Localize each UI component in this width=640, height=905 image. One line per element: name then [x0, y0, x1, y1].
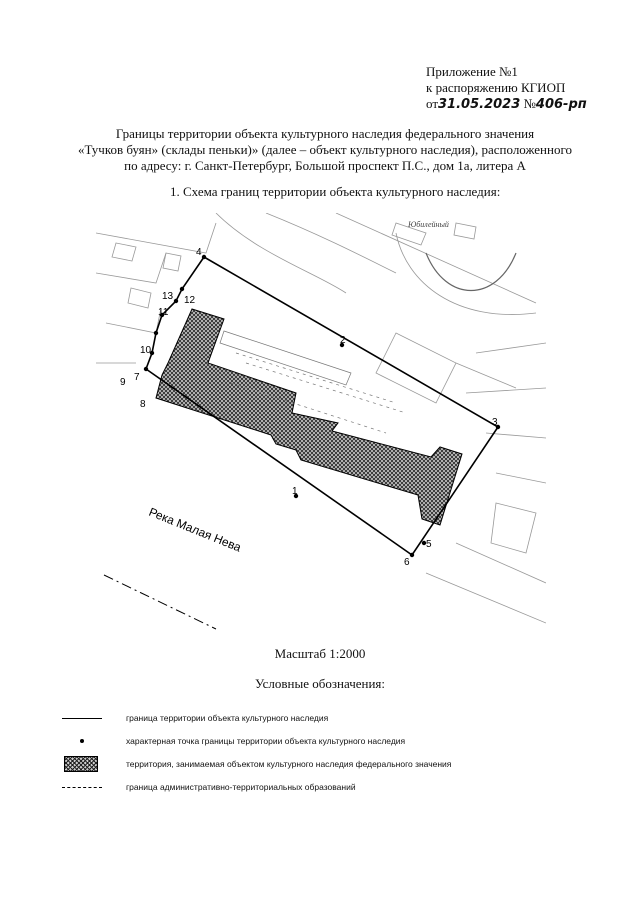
appendix-line-3	[426, 96, 587, 113]
heritage-building	[156, 309, 462, 525]
point-symbol	[60, 733, 104, 751]
legend-text-3: территория, занимаемая объектом культурного наследия федерального значения	[126, 759, 452, 769]
hatch-symbol	[60, 756, 104, 774]
legend-text-4: граница административно-территориальных образований	[126, 782, 356, 792]
point-label-2: 2	[340, 335, 346, 346]
appendix-line-2: к распоряжению КГИОП	[426, 80, 566, 95]
legend-item-admin	[60, 779, 580, 797]
legend-text-1: граница территории объекта культурного наследия	[126, 713, 329, 723]
point-label-1: 1	[292, 486, 298, 497]
dash-symbol	[60, 779, 104, 797]
legend-text-2: характерная точка границы территории объекта культурного наследия	[126, 736, 406, 746]
river-label: Река Малая Нева	[146, 504, 244, 555]
scale-label: Масштаб 1:2000	[274, 646, 366, 661]
point-label-11: 11	[158, 307, 169, 318]
boundary-line-symbol	[60, 710, 104, 728]
legend-item-boundary	[60, 710, 580, 728]
number-prefix: №	[523, 96, 536, 111]
point-label-13: 13	[162, 291, 174, 302]
legend-item-point	[60, 733, 580, 751]
point-label-10: 10	[140, 345, 152, 356]
point-label-9: 9	[120, 377, 126, 388]
area-label: Юбилейный	[408, 220, 449, 229]
boundary-map	[96, 213, 546, 633]
handwritten-date: 31.05.2023	[438, 97, 521, 112]
point-label-12: 12	[184, 295, 196, 306]
legend-title: Условные обозначения:	[254, 676, 386, 691]
document-title	[60, 126, 590, 174]
map-context	[96, 213, 546, 623]
point-label-5: 5	[426, 539, 432, 550]
title-line-3: по адресу: г. Санкт-Петербург, Большой проспект П.С., дом 1а, литера А	[124, 158, 526, 173]
point-label-7: 7	[134, 372, 140, 383]
title-line-1: Границы территории объекта культурного наследия федерального значения	[115, 126, 535, 141]
point-label-4: 4	[196, 247, 202, 258]
point-label-8: 8	[140, 399, 146, 410]
section-heading: 1. Схема границ территории объекта культурного наследия:	[170, 184, 501, 199]
appendix-header	[426, 64, 587, 113]
appendix-line-1: Приложение №1	[426, 64, 518, 79]
date-prefix: от	[426, 96, 439, 111]
map-svg	[96, 213, 546, 633]
handwritten-number: 406-рп	[535, 97, 587, 112]
admin-boundary	[104, 575, 216, 629]
legend-item-hatch	[60, 756, 580, 774]
point-label-6: 6	[404, 557, 410, 568]
title-line-2: «Тучков буян» (склады пеньки)» (далее – объект культурного наследия), расположенного	[78, 142, 572, 157]
point-label-3: 3	[492, 417, 498, 428]
territory-boundary	[146, 257, 498, 555]
